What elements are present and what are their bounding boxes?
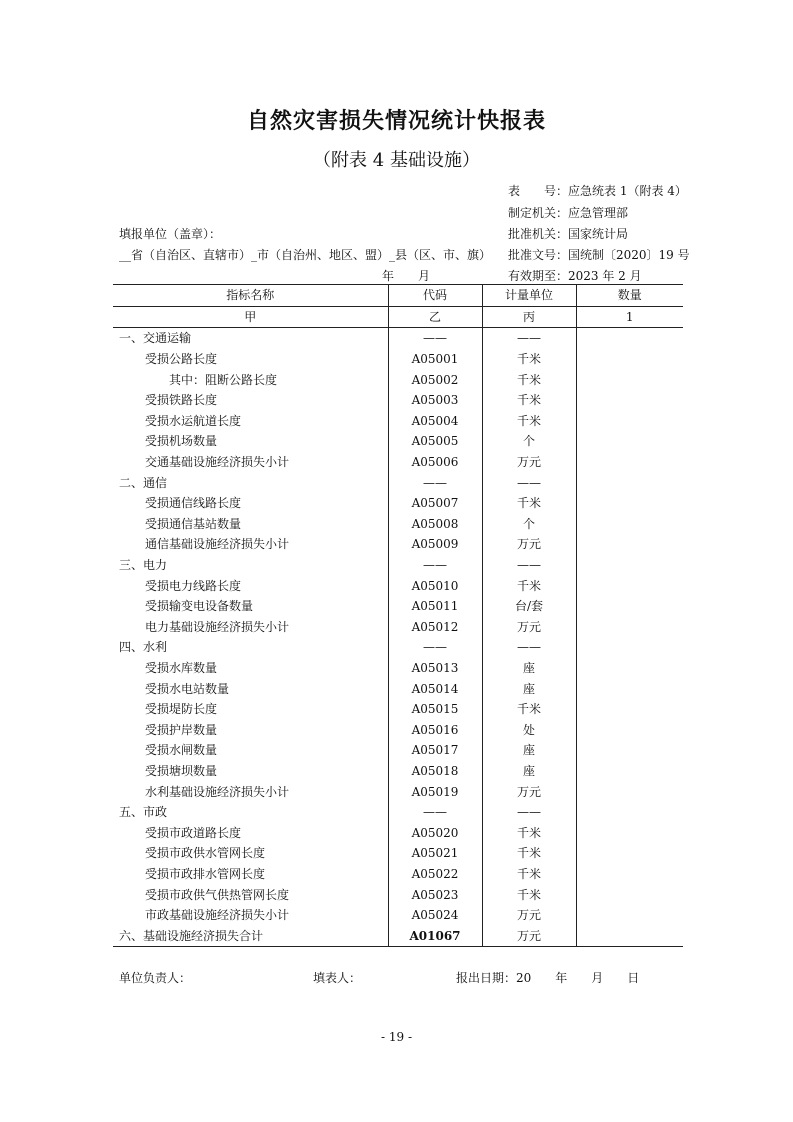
row-code: —— [388,637,482,658]
table-row [113,431,683,452]
authority: 制定机关：应急管理部 [508,206,629,220]
row-name: 受损塘坝数量 [113,761,388,782]
row-quantity[interactable] [576,349,683,370]
table-row [113,884,683,905]
row-quantity[interactable] [576,781,683,802]
header-quantity: 数量 [576,285,683,307]
row-code: —— [388,328,482,349]
table-body [113,328,683,947]
row-unit: 处 [482,719,576,740]
approval-number: 批准文号：国统制〔2020〕19 号 [508,248,690,262]
statistics-table [113,284,683,947]
row-name: 五、市政 [113,802,388,823]
row-quantity[interactable] [576,534,683,555]
row-unit: 千米 [482,411,576,432]
row-code: A05017 [388,740,482,761]
row-quantity[interactable] [576,761,683,782]
row-unit: 台/套 [482,596,576,617]
row-unit: 座 [482,658,576,679]
row-unit: 万元 [482,925,576,946]
row-code: —— [388,472,482,493]
row-code: A05011 [388,596,482,617]
row-name: 受损通信基站数量 [113,514,388,535]
row-code: A05008 [388,514,482,535]
row-quantity[interactable] [576,514,683,535]
row-unit: 千米 [482,822,576,843]
row-name: 受损市政供气供热管网长度 [113,884,388,905]
row-unit: —— [482,555,576,576]
table-row [113,390,683,411]
row-code: A05013 [388,658,482,679]
row-quantity[interactable] [576,575,683,596]
row-code: A05023 [388,884,482,905]
filler-label: 填表人： [313,971,362,985]
row-quantity[interactable] [576,390,683,411]
subheader-unit: 丙 [482,306,576,328]
row-unit: 千米 [482,369,576,390]
table-row [113,843,683,864]
row-code: A05012 [388,617,482,638]
row-quantity[interactable] [576,884,683,905]
row-unit: 万元 [482,617,576,638]
region-line: __省（自治区、直辖市）_市（自治州、地区、盟）_县（区、市、旗） [119,248,492,262]
table-number: 表 号：应急统表 1（附表 4） [508,184,687,198]
row-unit: 座 [482,740,576,761]
row-name: 受损输变电设备数量 [113,596,388,617]
table-row [113,781,683,802]
row-name: 二、通信 [113,472,388,493]
row-code: A05002 [388,369,482,390]
row-code: A05019 [388,781,482,802]
table-row [113,761,683,782]
row-name: 受损铁路长度 [113,390,388,411]
row-code: A05009 [388,534,482,555]
row-code: A05005 [388,431,482,452]
row-code: A05007 [388,493,482,514]
row-name: 受损水电站数量 [113,678,388,699]
row-unit: 千米 [482,390,576,411]
row-unit: 千米 [482,699,576,720]
table-row [113,452,683,473]
row-unit: 千米 [482,864,576,885]
row-unit: 个 [482,431,576,452]
table-row [113,411,683,432]
row-quantity[interactable] [576,596,683,617]
subheader-code: 乙 [388,306,482,328]
table-row [113,617,683,638]
row-code: A05018 [388,761,482,782]
table-row [113,905,683,926]
report-date: 报出日期：20 年 月 日 [456,971,640,985]
table-row [113,596,683,617]
table-row [113,864,683,885]
header-name: 指标名称 [113,285,388,307]
row-unit: —— [482,802,576,823]
subheader-row [113,306,683,328]
row-quantity[interactable] [576,328,683,349]
row-code: —— [388,802,482,823]
row-name: 受损市政道路长度 [113,822,388,843]
row-name: 受损市政排水管网长度 [113,864,388,885]
table-row [113,802,683,823]
row-code: A05001 [388,349,482,370]
row-unit: 千米 [482,349,576,370]
table-row [113,678,683,699]
table-row [113,637,683,658]
header-unit: 计量单位 [482,285,576,307]
row-name: 受损水运航道长度 [113,411,388,432]
row-quantity[interactable] [576,802,683,823]
row-name: 三、电力 [113,555,388,576]
row-quantity[interactable] [576,369,683,390]
row-name: 受损通信线路长度 [113,493,388,514]
row-code: A05006 [388,452,482,473]
row-name: 受损公路长度 [113,349,388,370]
row-quantity[interactable] [576,740,683,761]
table-row [113,658,683,679]
row-code: A05024 [388,905,482,926]
row-name: 交通基础设施经济损失小计 [113,452,388,473]
approver: 批准机关：国家统计局 [508,227,629,241]
row-code: A01067 [388,925,482,946]
table-row [113,719,683,740]
row-name: 受损机场数量 [113,431,388,452]
table-row [113,575,683,596]
row-quantity[interactable] [576,411,683,432]
table-row [113,534,683,555]
table-row [113,369,683,390]
header-code: 代码 [388,285,482,307]
row-unit: 千米 [482,493,576,514]
table-row [113,514,683,535]
page-subtitle: （附表 4 基础设施） [313,150,480,171]
row-quantity[interactable] [576,905,683,926]
row-quantity[interactable] [576,493,683,514]
valid-until: 有效期至：2023 年 2 月 [508,269,642,283]
row-code: A05003 [388,390,482,411]
row-unit: 万元 [482,905,576,926]
row-name: 受损市政供水管网长度 [113,843,388,864]
row-quantity[interactable] [576,699,683,720]
row-quantity[interactable] [576,925,683,946]
row-quantity[interactable] [576,472,683,493]
row-unit: 万元 [482,534,576,555]
row-code: A05010 [388,575,482,596]
table-row [113,493,683,514]
subheader-quantity: 1 [576,306,683,328]
row-code: A05021 [388,843,482,864]
table-row [113,328,683,349]
row-unit: —— [482,328,576,349]
row-code: A05004 [388,411,482,432]
row-unit: 千米 [482,884,576,905]
row-name: 水利基础设施经济损失小计 [113,781,388,802]
row-unit: 千米 [482,575,576,596]
row-unit: 千米 [482,843,576,864]
row-quantity[interactable] [576,843,683,864]
page-title: 自然灾害损失情况统计快报表 [246,108,546,134]
header-row [113,285,683,307]
row-name: 市政基础设施经济损失小计 [113,905,388,926]
page-number: - 19 - [380,1030,412,1044]
row-code: A05014 [388,678,482,699]
row-name: 受损水库数量 [113,658,388,679]
table-row [113,925,683,946]
period: 年 月 [382,269,431,283]
row-name: 受损水闸数量 [113,740,388,761]
row-quantity[interactable] [576,617,683,638]
row-quantity[interactable] [576,431,683,452]
row-code: A05015 [388,699,482,720]
unit-head-label: 单位负责人： [119,971,192,985]
row-name: 其中：阻断公路长度 [113,369,388,390]
row-quantity[interactable] [576,822,683,843]
table-row [113,472,683,493]
row-unit: 座 [482,678,576,699]
table-row [113,349,683,370]
row-unit: 万元 [482,781,576,802]
row-code: —— [388,555,482,576]
table-row [113,555,683,576]
reporting-unit: 填报单位（盖章）： [119,227,222,241]
row-code: A05022 [388,864,482,885]
row-unit: —— [482,637,576,658]
row-code: A05016 [388,719,482,740]
row-code: A05020 [388,822,482,843]
row-quantity[interactable] [576,452,683,473]
row-unit: —— [482,472,576,493]
row-name: 六、基础设施经济损失合计 [113,925,388,946]
row-name: 受损护岸数量 [113,719,388,740]
table-row [113,699,683,720]
row-name: 受损电力线路长度 [113,575,388,596]
row-quantity[interactable] [576,678,683,699]
row-name: 受损堤防长度 [113,699,388,720]
row-name: 四、水利 [113,637,388,658]
row-name: 通信基础设施经济损失小计 [113,534,388,555]
row-name: 一、交通运输 [113,328,388,349]
row-quantity[interactable] [576,864,683,885]
row-quantity[interactable] [576,555,683,576]
row-unit: 个 [482,514,576,535]
row-quantity[interactable] [576,658,683,679]
row-name: 电力基础设施经济损失小计 [113,617,388,638]
row-quantity[interactable] [576,637,683,658]
subheader-name: 甲 [113,306,388,328]
table-row [113,740,683,761]
row-quantity[interactable] [576,719,683,740]
table-row [113,822,683,843]
row-unit: 万元 [482,452,576,473]
row-unit: 座 [482,761,576,782]
